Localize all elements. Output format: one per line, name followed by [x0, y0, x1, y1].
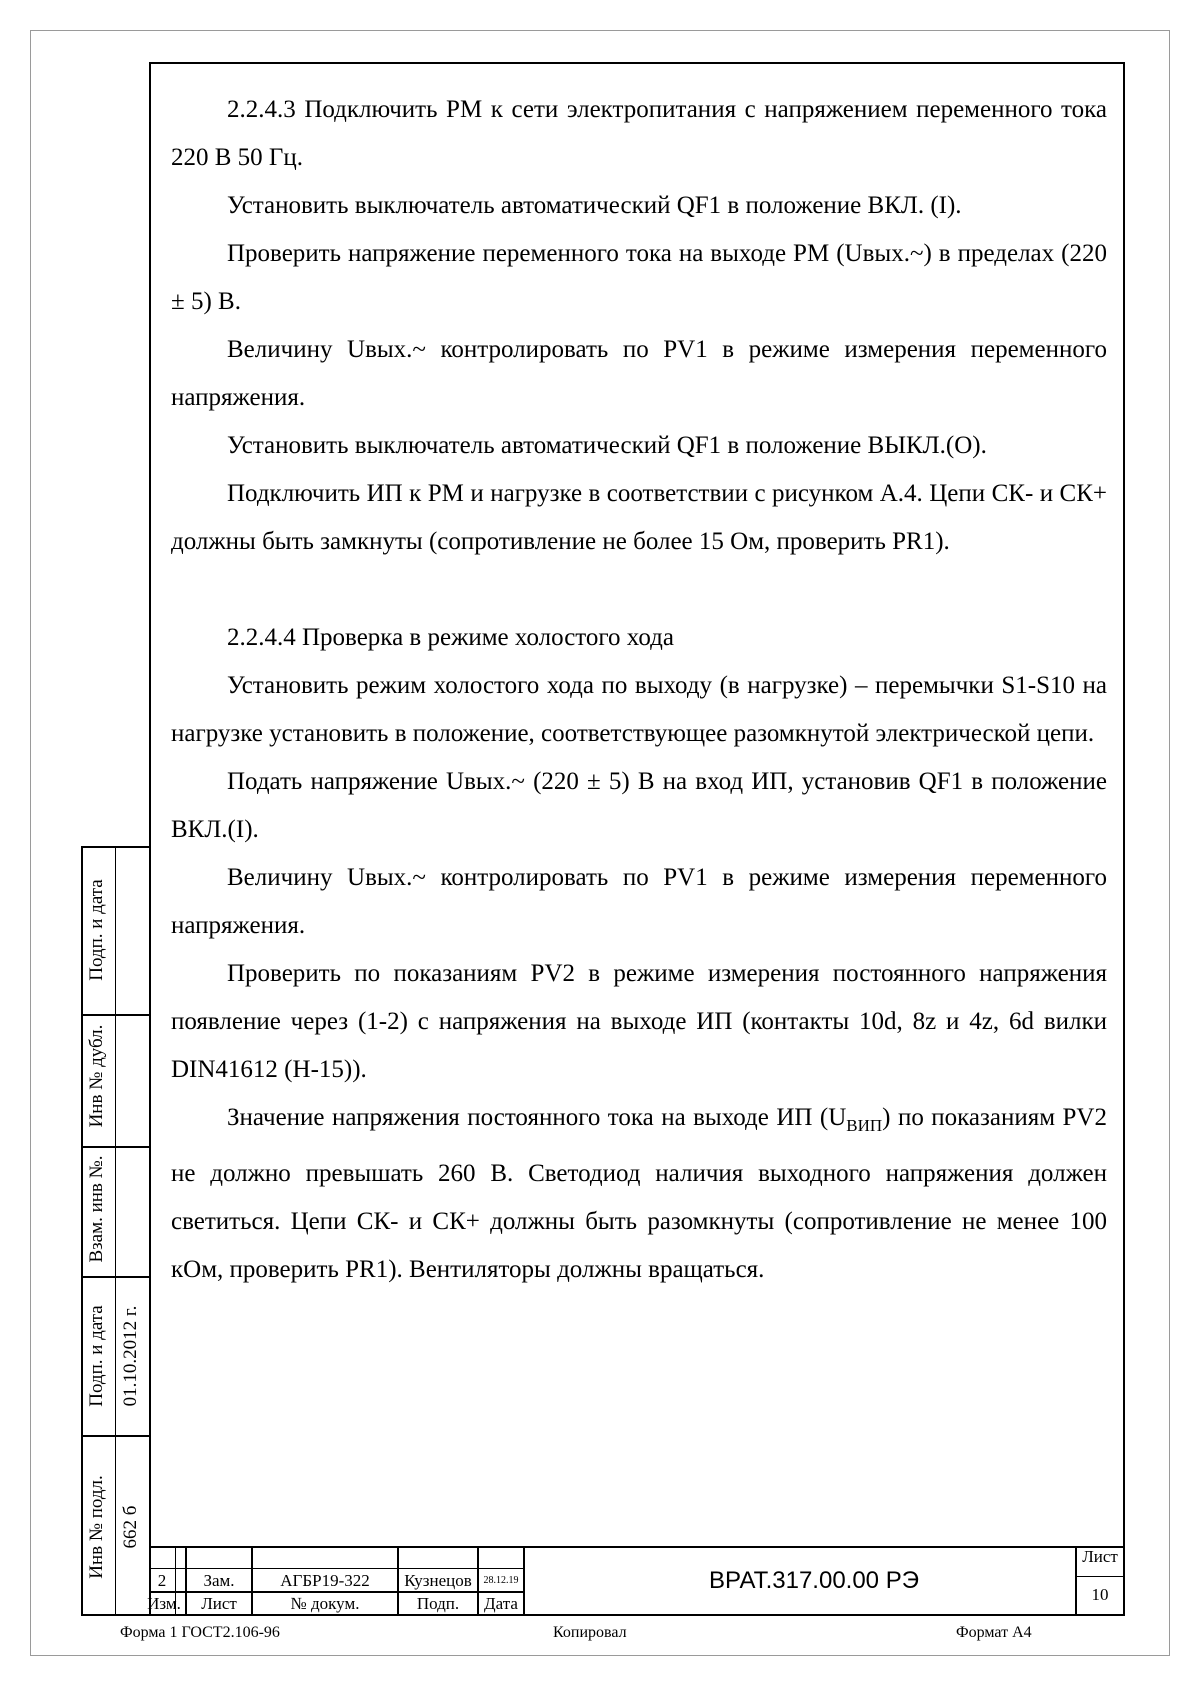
document-code: ВРАТ.317.00.00 РЭ: [709, 1567, 919, 1594]
paragraph: Проверить напряжение переменного тока на выходе РМ (Uвых.~) в пределах (220 ± 5) В.: [171, 240, 1107, 315]
sheet-label: Лист: [1082, 1547, 1118, 1566]
revision-sheet: Зам.: [203, 1571, 235, 1590]
revision-date: 28.12.19: [483, 1575, 519, 1586]
stamp-label-dup-inv: Инв № дубл.: [86, 1024, 107, 1128]
paragraph: 2.2.4.3 Подключить РМ к сети электропитания с напряжением переменного тока 220 В 50 Гц.: [171, 96, 1107, 171]
stamp-label-orig-inv: Инв № подл.: [86, 1475, 107, 1579]
subscript-vip: ВИП: [846, 1116, 883, 1135]
header-signature: Подп.: [416, 1594, 460, 1613]
paragraph: Установить режим холостого хода по выходу (в нагрузке) – перемычки S1-S10 на нагрузке установить в положение, соответствующее разомкнутой электрической цепи.: [171, 672, 1107, 747]
paragraph-text: Значение напряжения постоянного тока на выходе ИП (U: [227, 1104, 847, 1131]
stamp-label-sign-date-2: Подп. и дата: [86, 1305, 107, 1407]
paragraph: Величину Uвых.~ контролировать по PV1 в режиме измерения переменного напряжения.: [171, 336, 1107, 411]
paragraph: Подключить ИП к РМ и нагрузке в соответствии с рисунком А.4. Цепи СК- и СК+ должны быть замкнуты (сопротивление не более 15 Ом, проверить PR1).: [171, 480, 1107, 555]
header-date: Дата: [484, 1594, 518, 1613]
title-block: [149, 1546, 1125, 1616]
footer-format: Формат А4: [956, 1624, 1032, 1641]
document-body: [171, 86, 1107, 1294]
paragraph: Установить выключатель автоматический QF1 в положение ВКЛ. (I).: [227, 192, 962, 219]
sheet-number: 10: [1091, 1585, 1109, 1604]
footer-form: Форма 1 ГОСТ2.106-96: [120, 1624, 280, 1641]
paragraph: Проверить по показаниям PV2 в режиме измерения постоянного напряжения появление через (1-2) с напряжения на выходе ИП (контакты 10d, 8z и 4z, 6d вилки DIN41612 (Н-15)).: [171, 960, 1107, 1083]
revision-doc-number: АГБР19-322: [280, 1571, 370, 1590]
paragraph: Установить выключатель автоматический QF1 в положение ВЫКЛ.(О).: [227, 432, 987, 459]
side-stamp: [81, 846, 149, 1616]
stamp-value-inv-number: 662 б: [120, 1505, 141, 1549]
paragraph-text: ) по показаниям PV2 не должно превышать 260 В. Светодиод наличия выходного напряжения должен светиться. Цепи СК- и СК+ должны быть разомкнуты (сопротивление не менее 100 кОм, проверить PR1). Вентиляторы должны вращаться.: [171, 1104, 1107, 1283]
revision-change: 2: [157, 1571, 167, 1590]
header-doc-number: № докум.: [290, 1594, 360, 1613]
header-change: Изм.: [147, 1594, 181, 1613]
revision-signer: Кузнецов: [404, 1571, 472, 1590]
header-sheet: Лист: [201, 1594, 237, 1613]
stamp-value-date: 01.10.2012 г.: [120, 1305, 141, 1407]
paragraph: Подать напряжение Uвых.~ (220 ± 5) В на вход ИП, установив QF1 в положение ВКЛ.(I).: [171, 768, 1107, 843]
paragraph: Величину Uвых.~ контролировать по PV1 в режиме измерения переменного напряжения.: [171, 864, 1107, 939]
stamp-label-replace-inv: Взам. инв №.: [86, 1155, 107, 1263]
footer-copied: Копировал: [553, 1624, 627, 1641]
paragraph: [171, 1094, 1107, 1294]
stamp-label-sign-date: Подп. и дата: [86, 879, 107, 981]
section-heading: 2.2.4.4 Проверка в режиме холостого хода: [227, 624, 674, 651]
